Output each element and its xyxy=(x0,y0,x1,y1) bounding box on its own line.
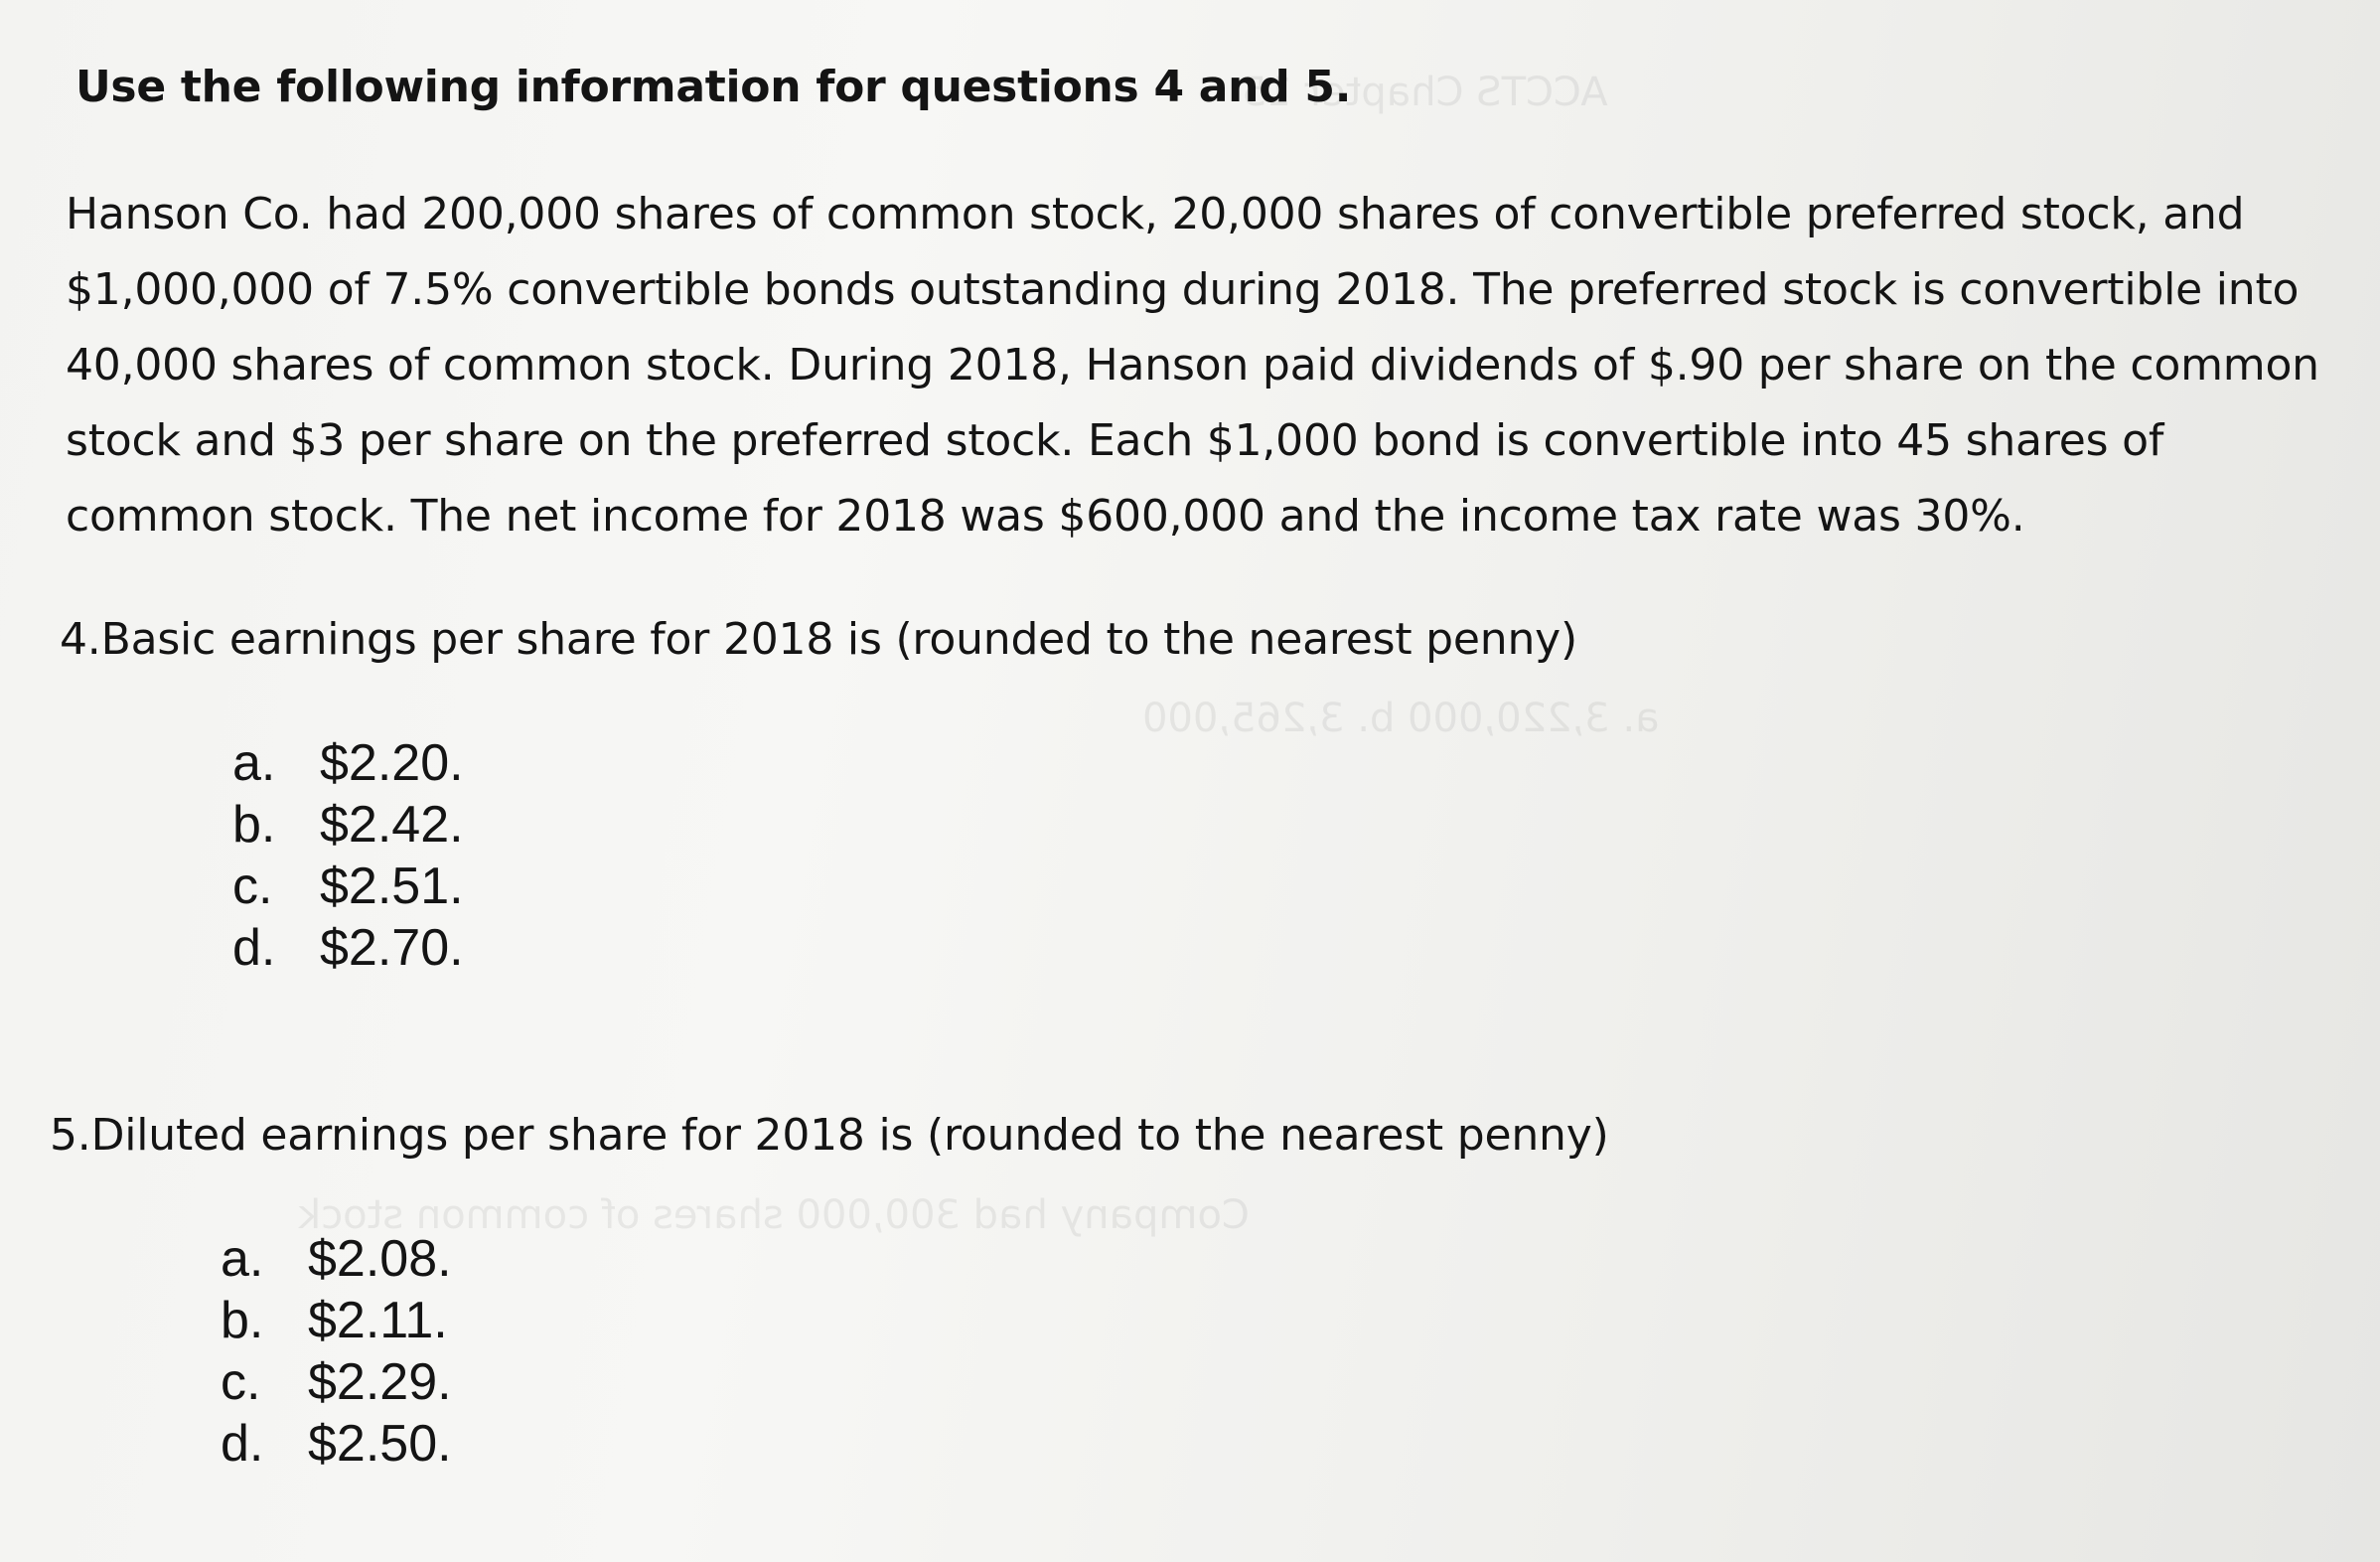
option-value: $2.29. xyxy=(308,1353,452,1411)
option-letter: a. xyxy=(232,734,276,792)
passage-line: $1,000,000 of 7.5% convertible bonds outstanding during 2018. The preferred stock is convertible into xyxy=(66,264,2300,315)
answer-option xyxy=(221,1413,452,1475)
passage-line: stock and $3 per share on the preferred stock. Each $1,000 bond is convertible into 45 shares of xyxy=(66,415,2164,466)
bleed-through-decoration: Company had 300,000 shares of common stock xyxy=(298,1192,1250,1238)
option-letter: c. xyxy=(232,858,273,915)
bleed-through-decoration: ACCTS Chapter 15 xyxy=(1242,70,1608,115)
section-header: Use the following information for questions 4 and 5. xyxy=(75,62,1352,112)
passage-line: 40,000 shares of common stock. During 2018, Hanson paid dividends of $.90 per share on the common xyxy=(66,340,2319,390)
option-letter: d. xyxy=(232,919,276,977)
answer-option xyxy=(232,732,464,794)
answer-option xyxy=(221,1290,452,1351)
option-letter: a. xyxy=(221,1230,264,1288)
answer-option xyxy=(232,794,464,856)
option-letter: b. xyxy=(221,1292,264,1349)
passage-line: Hanson Co. had 200,000 shares of common stock, 20,000 shares of convertible preferred stock, and xyxy=(66,189,2245,239)
option-letter: d. xyxy=(221,1415,264,1473)
answer-option xyxy=(221,1228,452,1290)
option-value: $2.42. xyxy=(320,796,464,854)
option-value: $2.50. xyxy=(308,1415,452,1473)
question-4-options xyxy=(232,732,464,979)
information-passage xyxy=(66,177,2350,554)
option-value: $2.20. xyxy=(320,734,464,792)
option-letter: b. xyxy=(232,796,276,854)
option-value: $2.08. xyxy=(308,1230,452,1288)
question-5-options xyxy=(221,1228,452,1475)
bleed-through-decoration: a. 3,220,000 b. 3,265,000 xyxy=(1142,696,1660,741)
option-value: $2.51. xyxy=(320,858,464,915)
option-letter: c. xyxy=(221,1353,261,1411)
option-value: $2.11. xyxy=(308,1292,448,1349)
answer-option xyxy=(232,856,464,917)
answer-option xyxy=(221,1351,452,1413)
passage-line: common stock. The net income for 2018 was $600,000 and the income tax rate was 30%. xyxy=(66,491,2025,542)
option-value: $2.70. xyxy=(320,919,464,977)
answer-option xyxy=(232,917,464,979)
question-5-text: 5.Diluted earnings per share for 2018 is (rounded to the nearest penny) xyxy=(50,1110,1609,1161)
question-4-text: 4.Basic earnings per share for 2018 is (rounded to the nearest penny) xyxy=(60,614,1577,665)
